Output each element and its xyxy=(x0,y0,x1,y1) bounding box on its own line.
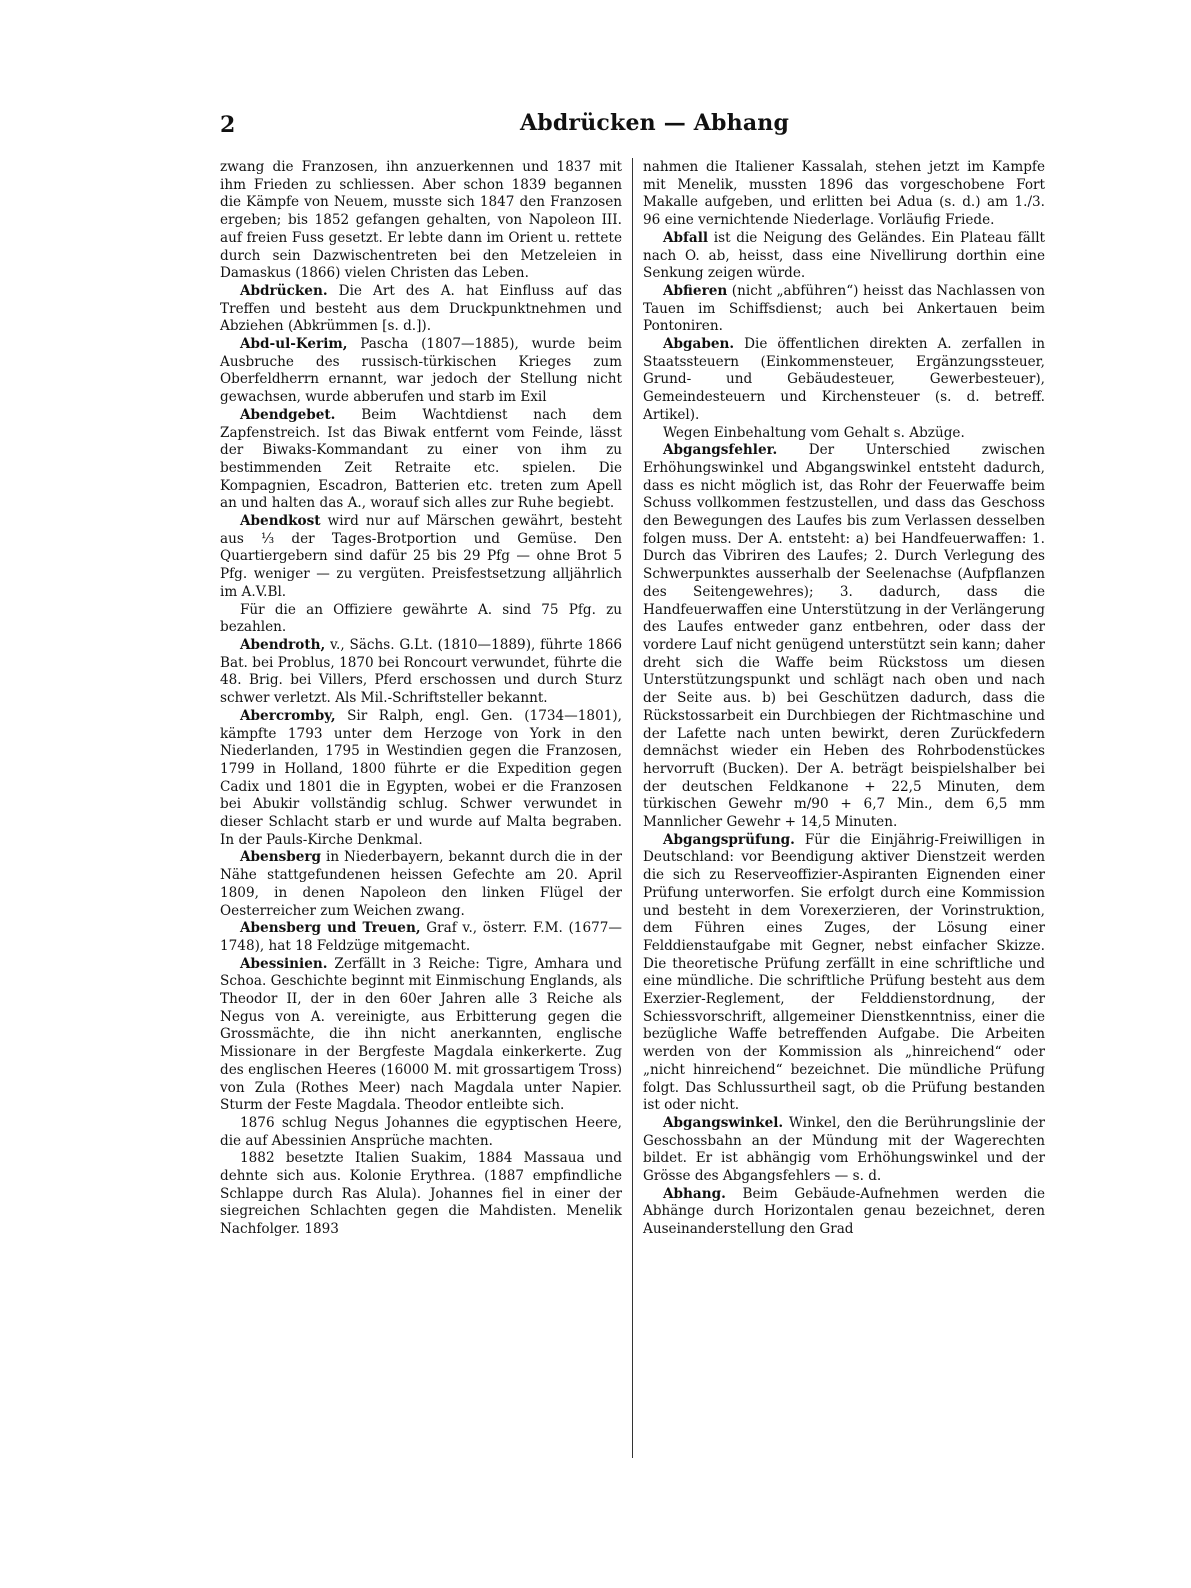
entry-text: Die öffentlichen direkten A. zerfallen in Staatssteuern (Einkommensteuer, Ergänzungssteuer, Grund- und Gebäudesteuer, Gewerbesteuer), Gemeindesteuern und Kirchensteuer (s. d. betreff. Artikel). xyxy=(643,336,1045,423)
entry-paragraph xyxy=(643,283,1045,336)
entry-headword: Abensberg und Treuen, xyxy=(240,920,421,937)
entry-paragraph xyxy=(643,425,1045,443)
entry-text: Für die Einjährig-Freiwilligen in Deutschland: vor Beendigung aktiver Dienstzeit werden die sich zu Reserveoffizier-Aspiranten Eignenden einer Prüfung unterworfen. Sie erfolgt durch eine Kommission und besteht in dem Vorexerzieren, der Vorinstruktion, dem Führen eines Zuges, der Lösung einer Felddienstaufgabe mit Gegner, nebst einfacher Skizze. Die theoretische Prüfung zerfällt in eine schriftliche und eine mündliche. Die schriftliche Prüfung besteht aus dem Exerzier-Reglement, der Felddienstordnung, der Schiessvorschrift, allgemeiner Dienstkenntniss, einer die bezügliche Waffe betreffenden Aufgabe. Die Arbeiten werden von der Kommission als „hinreichend“ oder „nicht hinreichend“ bezeichnet. Die mündliche Prüfung folgt. Das Schlussurtheil sagt, ob die Prüfung bestanden ist oder nicht. xyxy=(643,831,1045,1114)
entry-paragraph xyxy=(643,1186,1045,1239)
entry-text: ist die Neigung des Geländes. Ein Plateau fällt nach O. ab, heisst, dass eine Nivellirung dorthin eine Senkung zeigen würde. xyxy=(643,229,1045,282)
entry-text: 1876 schlug Negus Johannes die egyptischen Heere, die auf Abessinien Ansprüche machten. xyxy=(220,1114,622,1149)
entry-headword: Abfall xyxy=(663,229,709,246)
entry-paragraph xyxy=(220,336,622,407)
left-column xyxy=(220,159,622,1239)
entry-paragraph xyxy=(220,407,622,513)
entry-headword: Abgangswinkel. xyxy=(663,1114,784,1131)
entry-paragraph xyxy=(220,708,622,850)
entry-text: Graf v., österr. F.M. (1677—1748), hat 18 Feldzüge mitgemacht. xyxy=(220,920,622,954)
entry-headword: Abendroth, xyxy=(240,636,326,653)
column-divider xyxy=(632,158,633,1458)
entry-paragraph xyxy=(643,230,1045,283)
entry-paragraph xyxy=(643,159,1045,230)
entry-paragraph xyxy=(220,920,622,955)
page-number: 2 xyxy=(220,112,236,138)
entry-text: in Niederbayern, bekannt durch die in der Nähe stattgefundenen heissen Gefechte am 20. April 1809, in denen Napoleon den linken Flügel der Oesterreicher zum Weichen zwang. xyxy=(220,849,622,919)
entry-paragraph xyxy=(643,1115,1045,1186)
entry-text: nahmen die Italiener Kassalah, stehen jetzt im Kampfe mit Menelik, mussten 1896 das vorgeschobene Fort Makalle aufgeben, und erlitten bei Adua (s. d.) am 1./3. 96 eine vernichtende Niederlage. Vorläufig Friede. xyxy=(643,159,1045,229)
entry-text: zwang die Franzosen, ihn anzuerkennen und 1837 mit ihm Frieden zu schliessen. Aber schon 1839 begannen die Kämpfe von Neuem, musste sich 1847 den Franzosen ergeben; bis 1852 gefangen gehalten, von Napoleon III. auf freien Fuss gesetzt. Er lebte dann im Orient u. rettete durch sein Dazwischentreten bei den Metzeleien in Damaskus (1866) vielen Christen das Leben. xyxy=(220,159,622,282)
entry-paragraph xyxy=(643,442,1045,831)
entry-paragraph xyxy=(643,336,1045,425)
entry-paragraph xyxy=(220,637,622,708)
entry-text: (nicht „abführen“) heisst das Nachlassen von Tauen im Schiffsdienst; auch bei Ankertauen beim Pontoniren. xyxy=(643,282,1045,335)
entry-text: Der Unterschied zwischen Erhöhungswinkel und Abgangswinkel entsteht dadurch, dass es nicht möglich ist, das Rohr der Feuerwaffe beim Schuss vollkommen festzustellen, und dass das Geschoss den Bewegungen des Laufes bis zum Verlassen desselben folgen muss. Der A. entsteht: a) bei Handfeuerwaffen: 1. Durch das Vibriren des Laufes; 2. Durch Verlegung des Schwerpunktes ausserhalb der Seelenachse (Aufpflanzen des Seitengewehres); 3. dadurch, dass die Handfeuerwaffen eine Unterstützung in der Verlängerung des Laufes entweder ganz entbehren, oder dass der vordere Lauf nicht genügend unterstützt sein kann; daher dreht sich die Waffe beim Rückstoss um diesen Unterstützungspunkt und schlägt nach oben und nach der Seite aus. b) bei Geschützen dadurch, dass die Rückstossarbeit ein Durchbiegen der Richtmaschine und der Lafette nach unten bewirkt, deren Zurückfedern demnächst wieder ein Heben des Rohrbodenstückes hervorruft (Bucken). Der A. beträgt beispielshalber bei der deutschen Feldkanone + 22,5 Minuten, dem türkischen Gewehr m/90 + 6,7 Min., dem 6,5 mm Mannlicher Gewehr + 14,5 Minuten. xyxy=(643,442,1045,831)
entry-text: Sir Ralph, engl. Gen. (1734—1801), kämpfte 1793 unter dem Herzoge von York in den Niederlanden, 1795 in Westindien gegen die Franzosen, 1799 in Holland, 1800 führte er die Expedition gegen Cadix und 1801 die in Egypten, wobei er die Franzosen bei Abukir vollständig schlug. Schwer verwundet in dieser Schlacht starb er und wurde auf Malta begraben. In der Pauls-Kirche Denkmal. xyxy=(220,707,622,848)
entry-text: Beim Wachtdienst nach dem Zapfenstreich. Ist das Biwak entfernt vom Feinde, lässt der Biwaks-Kommandant zu einer von ihm zu bestimmenden Zeit Retraite etc. spielen. Die Kompagnien, Escadron, Batterien etc. treten zum Apell an und halten das A., worauf sich alles zur Ruhe begiebt. xyxy=(220,406,622,512)
entry-paragraph xyxy=(220,849,622,920)
entry-text: Winkel, den die Berührungslinie der Geschossbahn an der Mündung mit der Wagerechten bildet. Er ist abhängig vom Erhöhungswinkel und der Grösse des Abgangsfehlers — s. d. xyxy=(643,1114,1045,1185)
entry-paragraph xyxy=(220,956,622,1115)
entry-headword: Abgangsfehler. xyxy=(663,442,778,459)
entry-text: wird nur auf Märschen gewährt, besteht aus ⅓ der Tages-Brotportion und Gemüse. Den Quartiergebern sind dafür 25 bis 29 Pfg — ohne Brot 5 Pfg. weniger — zu vergüten. Preisfestsetzung alljährlich im A.V.Bl. xyxy=(220,513,622,600)
entry-headword: Abendgebet. xyxy=(240,406,336,423)
entry-paragraph xyxy=(643,832,1045,1115)
entry-headword: Abd-ul-Kerim, xyxy=(240,336,348,353)
entry-headword: Abhang. xyxy=(663,1185,726,1202)
entry-headword: Abgangsprüfung. xyxy=(663,831,795,848)
entry-paragraph xyxy=(220,159,622,283)
entry-headword: Abdrücken. xyxy=(240,282,328,299)
entry-text: Zerfällt in 3 Reiche: Tigre, Amhara und Schoa. Geschichte beginnt mit Einmischung Englands, als Theodor II, der in den 60er Jahren alle 3 Reiche als Negus von A. vereinigte, aus Erbitterung gegen die Grossmächte, die ihn nicht anerkannten, englische Missionare in der Bergfeste Magdala einkerkerte. Zug des englischen Heeres (16000 M. mit grossartigem Tross) von Zula (Rothes Meer) nach Magdala unter Napier. Sturm der Feste Magdala. Theodor entleibte sich. xyxy=(220,955,622,1114)
entry-text: Pascha (1807—1885), wurde beim Ausbruche des russisch-türkischen Krieges zum Oberfeldherrn ernannt, war jedoch der Stellung nicht gewachsen, wurde abberufen und starb im Exil xyxy=(220,336,622,406)
entry-text: 1882 besetzte Italien Suakim, 1884 Massaua und dehnte sich aus. Kolonie Erythrea. (1887 empfindliche Schlappe durch Ras Alula). Johannes fiel in einer der siegreichen Schlachten gegen die Mahdisten. Menelik Nachfolger. 1893 xyxy=(220,1150,622,1238)
right-column xyxy=(643,159,1045,1239)
entry-headword: Abendkost xyxy=(240,513,321,530)
entry-paragraph xyxy=(220,1115,622,1150)
entry-paragraph xyxy=(220,513,622,602)
running-head: Abdrücken — Abhang xyxy=(520,110,790,136)
entry-text: Beim Gebäude-Aufnehmen werden die Abhänge durch Horizontalen genau bezeichnet, deren Auseinanderstellung den Grad xyxy=(643,1185,1045,1238)
entry-headword: Abessinien. xyxy=(240,955,328,972)
entry-text: Wegen Einbehaltung vom Gehalt s. Abzüge. xyxy=(663,424,965,441)
entry-text: Für die an Offiziere gewährte A. sind 75 Pfg. zu bezahlen. xyxy=(220,601,622,636)
entry-headword: Abgaben. xyxy=(663,336,735,353)
entry-paragraph xyxy=(220,283,622,336)
entry-paragraph xyxy=(220,602,622,637)
entry-text: Die Art des A. hat Einfluss auf das Treffen und besteht aus dem Druckpunktnehmen und Abziehen (Abkrümmen [s. d.]). xyxy=(220,282,622,335)
entry-headword: Abensberg xyxy=(240,849,322,866)
entry-text: v., Sächs. G.Lt. (1810—1889), führte 1866 Bat. bei Problus, 1870 bei Roncourt verwundet, führte die 48. Brig. bei Villers, Pferd erschossen und durch Sturz schwer verletzt. Als Mil.-Schriftsteller bekannt. xyxy=(220,636,622,707)
entry-headword: Abercromby, xyxy=(240,707,336,724)
entry-paragraph xyxy=(220,1150,622,1239)
entry-headword: Abfieren xyxy=(663,282,728,299)
